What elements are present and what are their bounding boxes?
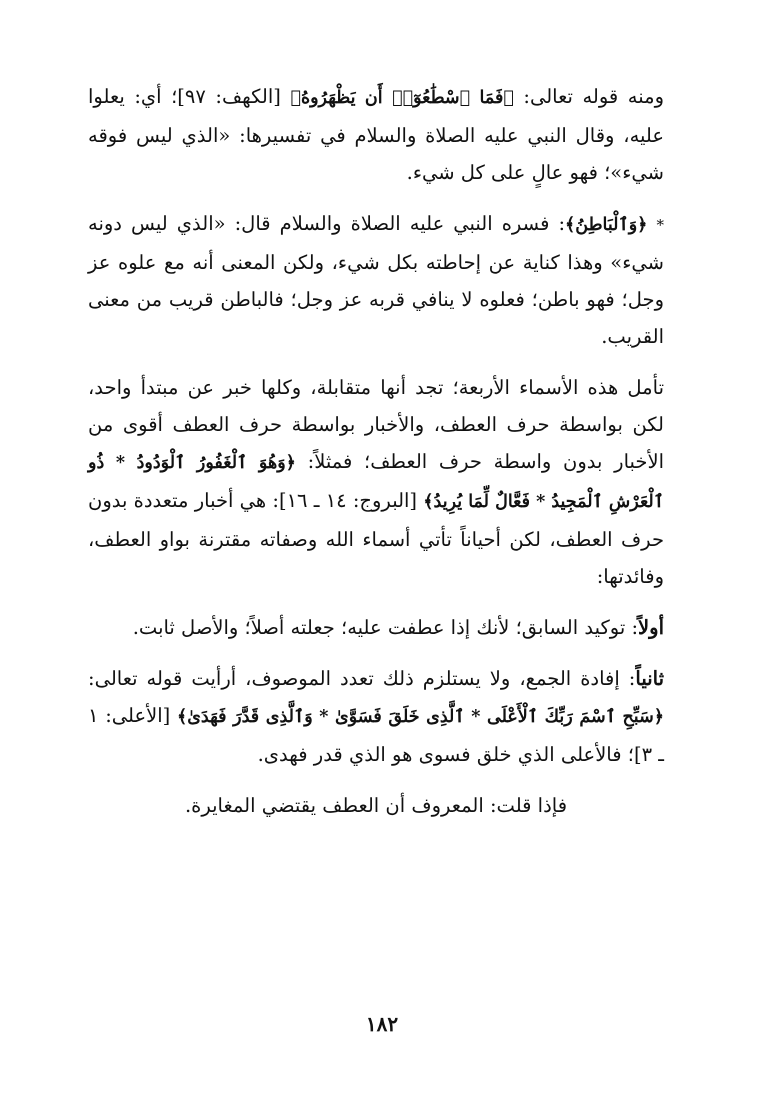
paragraph-text: تأمل هذه الأسماء الأربعة؛ تجد أنها متقابلة، وكلها خبر عن مبتدأ واحد، لكن بواسطة حرف العطف، والأخبار بواسطة حرف العطف أقوى من الأخبار بدون واسطة حرف العطف؛ فمثلاً:: [88, 376, 664, 473]
lead-label: ثانياً: [635, 667, 664, 690]
paragraph-text: [الأعلى: ١ ـ ٣]؛ فالأعلى الذي خلق فسوى هو الذي قدر فهدى.: [88, 704, 664, 766]
paragraph-first-benefit: [88, 609, 664, 646]
lead-label: أولاً: [638, 616, 664, 639]
paragraph-text: : إفادة الجمع، ولا يستلزم ذلك تعدد الموصوف، أرأيت قوله تعالى:: [88, 667, 636, 690]
quran-verse: ﴿وَٱلْبَاطِنُ﴾: [565, 215, 648, 235]
paragraph-text: : فسره النبي عليه الصلاة والسلام قال: «الذي ليس دونه شيء» وهذا كناية عن إحاطته بكل شيء، ولكن المعنى أنه مع علوه عز وجل؛ فهو باطن؛ فعلوه لا ينافي قربه عز وجل؛ فالباطن قريب من معنى القريب.: [88, 212, 664, 348]
paragraph-four-names: [88, 369, 664, 595]
paragraph-zahir-explanation: [88, 78, 664, 191]
quran-verse: ﴿سَبِّحِ ٱسْمَ رَبِّكَ ٱلْأَعْلَى * ٱلَّذِى خَلَقَ فَسَوَّىٰ * وَٱلَّذِى قَدَّرَ فَهَدَىٰ﴾: [176, 707, 664, 727]
paragraph-text: [البروج: ١٤ ـ ١٦]: هي أخبار متعددة بدون حرف العطف، لكن أحياناً تأتي أسماء الله وصفاته مقترنة بواو العطف، وفائدتها:: [88, 489, 664, 588]
paragraph-text: [الكهف: ٩٧]؛ أي: يعلوا عليه، وقال النبي عليه الصلاة والسلام في تفسيرها: «الذي ليس فوقه شيء»؛ فهو عالٍ على كل شيء.: [88, 85, 664, 184]
paragraph-text: ومنه قوله تعالى:: [513, 85, 664, 108]
paragraph-objection: [88, 787, 664, 824]
paragraph-second-benefit: [88, 660, 664, 773]
paragraph-text: فإذا قلت: المعروف أن العطف يقتضي المغايرة.: [184, 794, 568, 817]
quran-verse: ﴿وَهُوَ ٱلْغَفُورُ ٱلْوَدُودُ * ذُو ٱلْعَرْشِ ٱلْمَجِيدُ * فَعَّالٌ لِّمَا يُرِيدُ﴾: [88, 453, 664, 512]
paragraph-text: : توكيد السابق؛ لأنك إذا عطفت عليه؛ جعلته أصلاً؛ والأصل ثابت.: [132, 616, 639, 639]
page-number: ١٨٢: [365, 1012, 399, 1036]
quran-verse: ﴿فَمَا ٱسْطَٰعُوٓا۟ أَن يَظْهَرُوهُ﴾: [290, 88, 514, 108]
page-body: [88, 78, 664, 838]
bullet-star: *: [656, 216, 664, 234]
paragraph-batin: [88, 205, 664, 355]
